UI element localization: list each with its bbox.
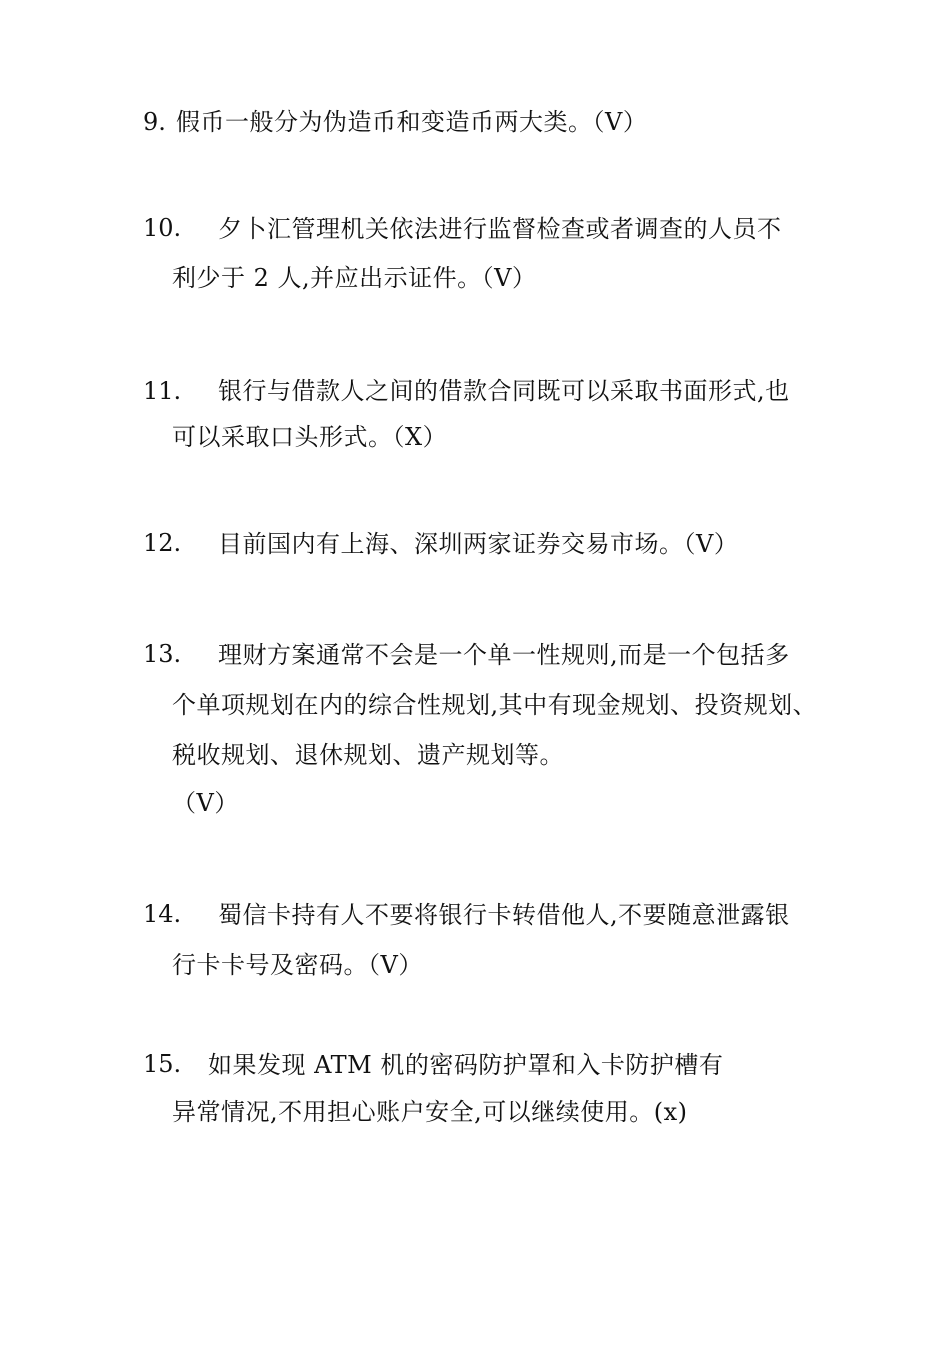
question-text-line: 目前国内有上海、深圳两家证券交易市场。（V） (218, 530, 739, 558)
question-text-line: 理财方案通常不会是一个单一性规则,而是一个包括多 (218, 641, 790, 669)
question-number: 13. (143, 640, 182, 668)
question-text-line: 个单项规划在内的综合性规划,其中有现金规划、投资规划、 (172, 691, 818, 719)
question-text-line: 异常情况,不用担心账户安全,可以继续使用。(x) (172, 1098, 688, 1126)
question-text-line: 夕卜汇管理机关依法进行监督检查或者调查的人员不 (218, 215, 782, 243)
question-text-line: 蜀信卡持有人不要将银行卡转借他人,不要随意泄露银 (218, 901, 790, 929)
question-text-line: （V） (172, 789, 239, 817)
question-text-line: 可以采取口头形式。（X） (172, 423, 448, 451)
question-text-line: 税收规划、退休规划、遗产规划等。 (172, 741, 564, 769)
question-number: 11. (143, 377, 182, 405)
question-number: 10. (143, 214, 182, 242)
question-number: 12. (143, 529, 182, 557)
question-text-line: 行卡卡号及密码。（V） (172, 951, 423, 979)
question-number: 9. (143, 108, 166, 136)
question-text-line: 银行与借款人之间的借款合同既可以采取书面形式,也 (218, 377, 790, 405)
question-text-line: 假币一般分为伪造币和变造币两大类。（V） (176, 108, 648, 136)
question-number: 14. (143, 900, 182, 928)
question-text-line: 如果发现 ATM 机的密码防护罩和入卡防护槽有 (208, 1051, 724, 1079)
question-number: 15. (143, 1050, 182, 1078)
question-text-line: 利少于 2 人,并应出示证件。（V） (172, 264, 537, 292)
